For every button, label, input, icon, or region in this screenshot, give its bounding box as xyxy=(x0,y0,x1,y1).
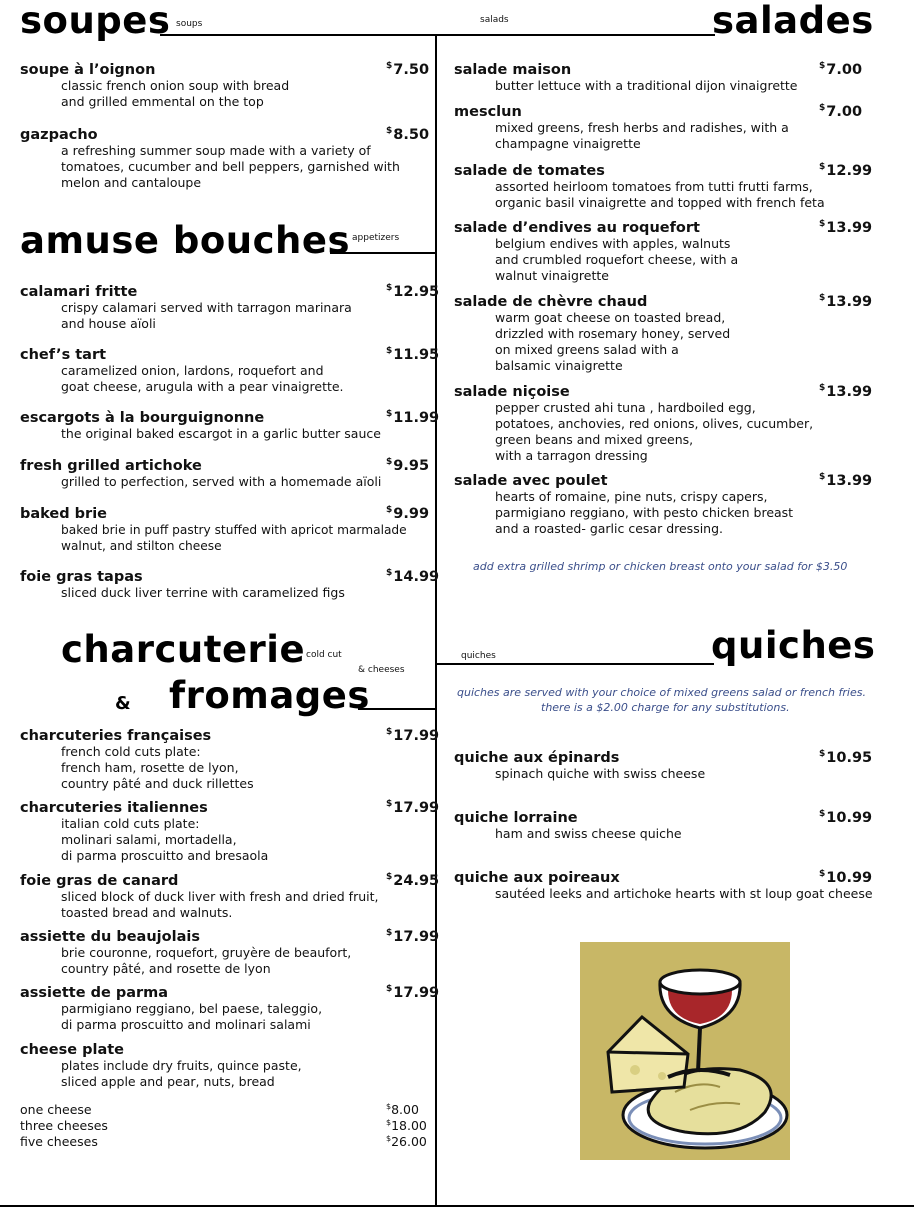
item-name: quiche aux épinards xyxy=(454,750,620,766)
item-price: $10.99 xyxy=(819,809,873,826)
item-price: $10.95 xyxy=(819,749,873,766)
item-price: $7.00 xyxy=(819,103,863,120)
item-price: $17.99 xyxy=(386,799,440,816)
cheese-option-price: $18.00 xyxy=(386,1118,427,1133)
item-price: $24.95 xyxy=(386,872,440,889)
item-description: mixed greens, fresh herbs and radishes, with a champagne vinaigrette xyxy=(495,120,789,151)
item-description: pepper crusted ahi tuna , hardboiled egg, potatoes, anchovies, red onions, olives, cucumber, green beans and mixed greens, with a tarragon dressing xyxy=(495,400,814,463)
item-description: a refreshing summer soup made with a variety of tomatoes, cucumber and bell peppers, garnished with melon and cantaloupe xyxy=(61,143,400,190)
menu-item xyxy=(454,473,793,537)
item-price: $17.99 xyxy=(386,928,440,945)
bottom-rule xyxy=(0,1205,914,1207)
item-price: $9.99 xyxy=(386,505,430,522)
item-name: calamari fritte xyxy=(20,284,138,300)
fromages-heading: fromages xyxy=(169,674,370,717)
item-price: $7.50 xyxy=(386,61,430,78)
item-name: quiche lorraine xyxy=(454,810,578,826)
cheese-option-price: $26.00 xyxy=(386,1134,427,1149)
item-name: foie gras tapas xyxy=(20,569,143,585)
quiches-subheading: quiches xyxy=(461,651,496,661)
menu-item xyxy=(454,163,825,211)
item-description: hearts of romaine, pine nuts, crispy capers, parmigiano reggiano, with pesto chicken breast and a roasted- garlic cesar dressing. xyxy=(495,489,794,536)
menu-item xyxy=(454,62,798,94)
menu-item xyxy=(454,384,813,464)
soupes-rule xyxy=(160,34,436,36)
menu-item xyxy=(454,294,730,374)
item-price: $13.99 xyxy=(819,472,873,489)
quiche-note-line1: quiches are served with your choice of mixed greens salad or french fries. xyxy=(457,686,866,699)
salades-heading: salades xyxy=(712,0,874,42)
quiche-note-line2: there is a $2.00 charge for any substitutions. xyxy=(541,701,790,714)
soupes-heading: soupes xyxy=(20,0,171,42)
item-description: butter lettuce with a traditional dijon vinaigrette xyxy=(495,78,798,93)
item-description: grilled to perfection, served with a homemade aïoli xyxy=(61,474,382,489)
fromages-subheading: & cheeses xyxy=(358,665,405,675)
soupes-subheading: soups xyxy=(176,19,203,29)
salades-subheading: salads xyxy=(480,15,509,25)
item-name: foie gras de canard xyxy=(20,873,179,889)
cheese-option-label: one cheese xyxy=(20,1102,92,1117)
menu-item xyxy=(20,347,344,395)
item-name: chef’s tart xyxy=(20,347,107,363)
item-description: sliced duck liver terrine with caramelized figs xyxy=(61,585,345,600)
item-name: charcuteries italiennes xyxy=(20,800,208,816)
item-name: fresh grilled artichoke xyxy=(20,458,202,474)
item-description: french cold cuts plate: french ham, rosette de lyon, country pâté and duck rillettes xyxy=(61,744,254,791)
item-name: salade de tomates xyxy=(454,163,605,179)
item-price: $8.50 xyxy=(386,126,430,143)
item-description: the original baked escargot in a garlic butter sauce xyxy=(61,426,381,441)
item-price: $13.99 xyxy=(819,383,873,400)
item-price: $12.99 xyxy=(819,162,873,179)
item-name: salade niçoise xyxy=(454,384,570,400)
item-description: parmigiano reggiano, bel paese, taleggio, di parma proscuitto and molinari salami xyxy=(61,1001,323,1032)
menu-item xyxy=(20,800,268,864)
center-divider xyxy=(435,34,437,1206)
item-description: sliced block of duck liver with fresh and dried fruit, toasted bread and walnuts. xyxy=(61,889,379,920)
menu-item xyxy=(454,104,789,152)
menu-item xyxy=(20,458,381,490)
amuse-heading: amuse bouches xyxy=(20,219,350,262)
menu-item xyxy=(20,506,407,554)
item-description: assorted heirloom tomatoes from tutti frutti farms, organic basil vinaigrette and topped with french feta xyxy=(495,179,825,210)
ampersand: & xyxy=(115,693,132,714)
item-price: $9.95 xyxy=(386,457,430,474)
item-price: $7.00 xyxy=(819,61,863,78)
item-name: quiche aux poireaux xyxy=(454,870,620,886)
item-description: baked brie in puff pastry stuffed with apricot marmalade walnut, and stilton cheese xyxy=(61,523,407,553)
quiches-heading: quiches xyxy=(711,624,876,667)
cheese-option-label: five cheeses xyxy=(20,1134,98,1149)
item-price: $13.99 xyxy=(819,293,873,310)
item-price: $11.99 xyxy=(386,409,440,426)
item-description: crispy calamari served with tarragon marinara and house aïoli xyxy=(61,300,352,331)
item-description: warm goat cheese on toasted bread, drizzled with rosemary honey, served on mixed greens salad with a balsamic vinaigrette xyxy=(495,310,731,373)
item-description: classic french onion soup with bread and grilled emmental on the top xyxy=(61,78,290,109)
menu-item xyxy=(20,569,345,601)
item-description: italian cold cuts plate: molinari salami, mortadella, di parma proscuitto and bresaola xyxy=(61,816,269,863)
item-description: ham and swiss cheese quiche xyxy=(495,826,682,841)
item-price: $13.99 xyxy=(819,219,873,236)
item-description: plates include dry fruits, quince paste, sliced apple and pear, nuts, bread xyxy=(61,1058,302,1089)
item-description: belgium endives with apples, walnuts and crumbled roquefort cheese, with a walnut vinaigrette xyxy=(495,236,739,283)
charcuterie-subheading: cold cut xyxy=(306,650,342,660)
item-name: assiette de parma xyxy=(20,985,169,1001)
item-name: escargots à la bourguignonne xyxy=(20,410,265,426)
cheese-option-price: $8.00 xyxy=(386,1102,419,1117)
menu-item xyxy=(20,728,254,792)
item-name: salade maison xyxy=(454,62,572,78)
wine-cheese-bread-illustration xyxy=(580,942,790,1160)
item-name: baked brie xyxy=(20,506,108,522)
item-description: spinach quiche with swiss cheese xyxy=(495,766,706,781)
item-name: assiette du beaujolais xyxy=(20,929,200,945)
item-name: salade avec poulet xyxy=(454,473,608,489)
menu-item xyxy=(454,220,738,284)
cheese-option-label: three cheeses xyxy=(20,1118,108,1133)
quiches-rule xyxy=(437,663,714,665)
menu-item xyxy=(20,127,400,191)
menu-item xyxy=(20,929,351,977)
item-price: $12.95 xyxy=(386,283,440,300)
item-price: $17.99 xyxy=(386,984,440,1001)
item-price: $17.99 xyxy=(386,727,440,744)
item-name: salade de chèvre chaud xyxy=(454,294,648,310)
menu-item xyxy=(20,284,352,332)
item-name: soupe à l’oignon xyxy=(20,62,156,78)
item-price: $11.95 xyxy=(386,346,440,363)
item-description: sautéed leeks and artichoke hearts with st loup goat cheese xyxy=(495,886,873,901)
item-name: cheese plate xyxy=(20,1042,124,1058)
menu-item xyxy=(20,985,322,1033)
menu-item xyxy=(20,62,289,110)
menu-item xyxy=(454,870,873,902)
item-description: brie couronne, roquefort, gruyère de beaufort, country pâté, and rosette de lyon xyxy=(61,945,352,976)
menu-item xyxy=(20,873,378,921)
item-description: caramelized onion, lardons, roquefort and goat cheese, arugula with a pear vinaigrette. xyxy=(61,363,344,394)
salad-addon-note: add extra grilled shrimp or chicken breast onto your salad for $3.50 xyxy=(473,560,848,573)
menu-item xyxy=(454,750,705,782)
item-price: $14.99 xyxy=(386,568,440,585)
menu-item xyxy=(20,410,381,442)
item-name: gazpacho xyxy=(20,127,98,143)
item-price: $10.99 xyxy=(819,869,873,886)
salades-rule xyxy=(437,34,715,36)
amuse-subheading: appetizers xyxy=(352,233,400,243)
charcuterie-heading: charcuterie xyxy=(61,628,306,671)
menu-item xyxy=(454,810,682,842)
item-name: charcuteries françaises xyxy=(20,728,212,744)
item-name: salade d’endives au roquefort xyxy=(454,220,700,236)
item-name: mesclun xyxy=(454,104,522,120)
menu-item xyxy=(20,1042,302,1090)
